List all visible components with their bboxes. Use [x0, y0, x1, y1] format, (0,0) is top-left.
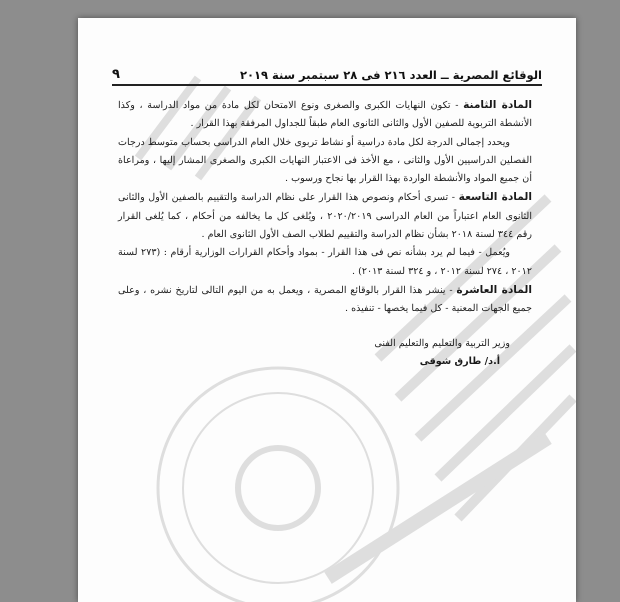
article-heading: المادة الثامنة — [463, 99, 532, 111]
paragraph-text: - ينشر هذا القرار بالوقائع المصرية ، ويعمل به من اليوم التالى لتاريخ نشره ، وعلى جميع الجهات المعنية - كل فيما يخصها - تنفيذه . — [118, 284, 532, 315]
paragraph-text: - تكون النهايات الكبرى والصغرى ونوع الامتحان لكل مادة من مواد الدراسة ، وكذا الأنشطة التربوية للصفين الأول والثانى الثانوى العام طبقاً للجداول المرفقة بهذا القرار . — [118, 100, 532, 130]
paragraph-referenced-decrees — [118, 244, 532, 281]
signatory-name: أ.د/ طارق شوقى — [419, 355, 500, 367]
paragraph-text: ويحدد إجمالى الدرجة لكل مادة دراسية أو نشاط تربوى خلال العام الدراسى بحساب متوسط درجات الفصلين الدراسيين الأول والثانى ، مع الأخذ فى الاعتبار النهايات الكبرى والصغرى المشار إليها ، ومراعاة أن جميع المواد والأنشطة الواردة بهذا القرار بها نجاح ورسوب . — [118, 136, 532, 185]
paragraph-article-9 — [118, 188, 532, 244]
paragraph-text: ويُعمل - فيما لم يرد بشأنه نص فى هذا القرار - بمواد وأحكام القرارات الوزارية أرقام : (٢٧٣ لسنة ٢٠١٢ ، ٢٧٤ لسنة ٢٠١٢ ، و ٣٢٤ لسنة ٢٠١٣) . — [118, 247, 532, 277]
signature-block — [118, 335, 532, 371]
gazette-title: الوقائع المصرية ــ العدد ٢١٦ فى ٢٨ سبتمبر سنة ٢٠١٩ — [239, 68, 542, 82]
signatory-role: وزير التربية والتعليم والتعليم الفنى — [374, 337, 510, 349]
page-header — [112, 60, 542, 86]
article-heading: المادة العاشرة — [456, 283, 532, 296]
document-page — [78, 18, 576, 602]
paragraph-article-8 — [118, 96, 532, 134]
paragraph-grading — [118, 134, 532, 189]
page-number: ٩ — [112, 67, 120, 82]
paragraph-article-10 — [118, 281, 532, 319]
document-body — [118, 96, 532, 371]
article-heading: المادة التاسعة — [458, 191, 532, 204]
paragraph-text: - تسرى أحكام ونصوص هذا القرار على نظام الدراسة والتقييم بالصفين الأول والثانى الثانوى العام اعتباراً من العام الدراسى ٢٠٢٠/٢٠١٩ ، ويُلغى كل ما يخالفه من أحكام ، كما يُلغى القرار رقم ٣٤٤ لسنة ٢٠١٨ بشأن نظام الدراسة والتقييم لطلاب الصف الأول الثانوى العام . — [118, 192, 532, 241]
